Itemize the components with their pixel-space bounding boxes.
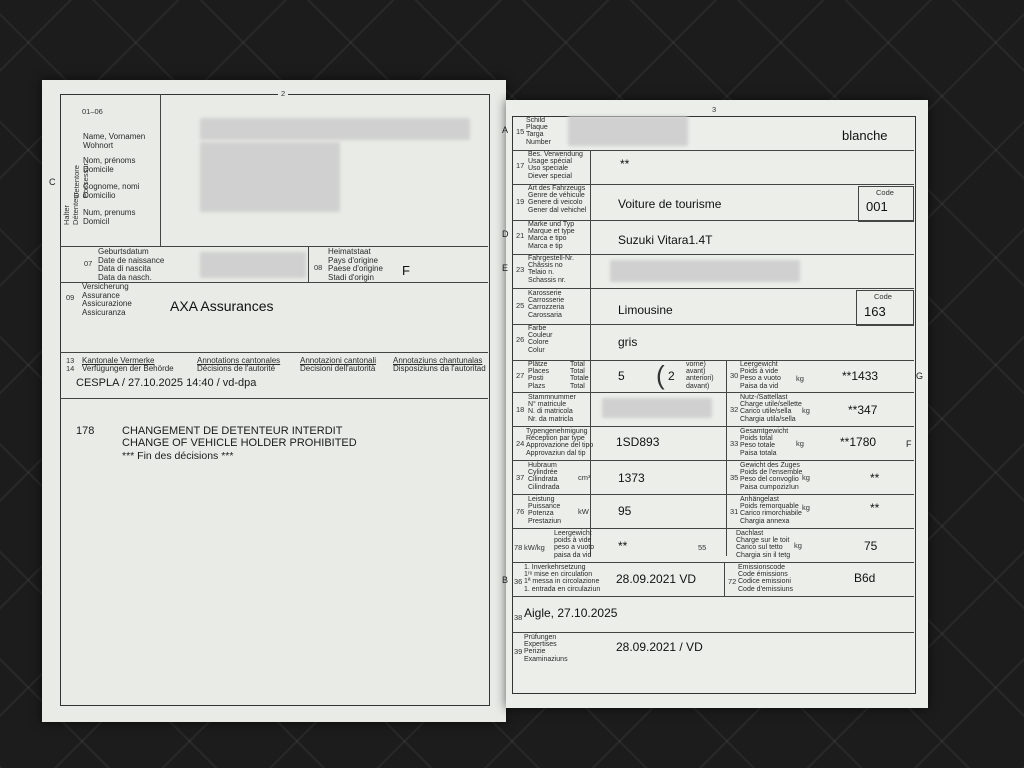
field-num-78: 78	[514, 543, 523, 552]
body-code: 163	[864, 304, 886, 319]
holder-vertical-label-2: Detentore Possessur	[72, 162, 90, 198]
holder-label-de: Name, Vornamen Wohnort	[83, 132, 146, 150]
field-num-32: 32	[730, 405, 739, 414]
section-b-mark: B	[502, 575, 509, 585]
authority-decisions-rm: Disposiziuns da l'autoritad	[393, 364, 486, 373]
divider	[512, 494, 914, 495]
field-num-23: 23	[516, 265, 525, 274]
power-label: Leistung Puissance Potenza Prestaziun	[528, 496, 562, 525]
roof-load-label: Dachlast Charge sur le toit Carico sul tetto Chargia sin il tetg	[736, 530, 791, 559]
body-value: Limousine	[618, 303, 673, 317]
roof-load-value: 75	[864, 539, 878, 553]
section-f-mark: F	[906, 439, 912, 449]
type-approval-value: 1SD893	[616, 435, 660, 449]
curb-weight-value: **1433	[842, 369, 879, 383]
field-num-36: 36	[514, 577, 523, 586]
field-num-21: 21	[516, 231, 525, 240]
field-num-30: 30	[730, 371, 739, 380]
divider	[726, 360, 727, 556]
payload-value: **347	[848, 403, 878, 417]
gross-weight-label: Gesamtgewicht Poids total Peso totale Paisa totala	[740, 428, 789, 457]
left-page	[42, 80, 509, 722]
decision-line-2: CHANGE OF VEHICLE HOLDER PROHIBITED	[122, 437, 357, 449]
color-value: gris	[618, 335, 638, 349]
field-num-39: 39	[514, 647, 523, 656]
first-registration-label: 1. Inverkehrsetzung 1ʳᵉ mise en circulation 1ª messa in circolazione 1. entrada en circulaziun	[524, 564, 601, 593]
authority-decisions-it: Decisioni dell'autorità	[300, 364, 376, 373]
birthdate-label: Geburtsdatum Date de naissance Data di nascita Data da nasch.	[98, 247, 165, 282]
redacted-birthdate	[200, 252, 306, 278]
redacted-holder-name	[200, 118, 470, 140]
decision-line-3: *** Fin des décisions ***	[122, 450, 234, 462]
divider	[308, 246, 309, 282]
displacement-label: Hubraum Cylindrée Cilindrata Cilindrada	[528, 462, 560, 491]
vehicle-type-code-label: Code	[876, 188, 894, 197]
vehicle-type-value: Voiture de tourisme	[618, 197, 722, 211]
divider	[60, 398, 488, 399]
chassis-label: Fahrgestell-Nr. Châssis no Telaio n. Schassis nr.	[528, 255, 574, 284]
insurance-value: AXA Assurances	[170, 298, 274, 314]
power-value: 95	[618, 504, 632, 518]
section-e-mark: E	[502, 263, 509, 273]
field-num-25: 25	[516, 301, 525, 310]
redacted-chassis-number	[610, 260, 800, 282]
field-num-76: 76	[516, 507, 525, 516]
type-approval-label: Typengenehmigung Réception par type Approvazione del tipo Approvaziun dal tip	[526, 428, 594, 457]
divider	[512, 288, 914, 289]
train-weight-label: Gewicht des Zuges Poids de l'ensemble Peso del convoglio Paisa cumpozizIun	[740, 462, 803, 491]
gross-weight-value: **1780	[840, 435, 877, 449]
divider	[590, 150, 591, 370]
field-num-35: 35	[730, 473, 739, 482]
field-num-17: 17	[516, 161, 525, 170]
holder-vertical-label: Halter Détenteur	[62, 192, 80, 225]
decision-line-1: CHANGEMENT DE DETENTEUR INTERDIT	[122, 425, 343, 437]
power-weight-value: **	[618, 539, 628, 553]
payload-label: Nutz-/Sattellast Charge utile/sellette Carico utile/sella Chargia utila/sella	[740, 394, 802, 423]
seats-total-label: Total Total Totale Total	[570, 361, 589, 390]
cantonal-stamp: CESPLA / 27.10.2025 14:40 / vd-dpa	[76, 377, 257, 389]
section-a-mark: A	[502, 125, 509, 135]
holder-label-fr: Nom, prénoms Domicile	[83, 156, 136, 174]
redacted-holder-address	[200, 142, 340, 212]
body-label: Karosserie Carrosserie Carrozzeria Carossaria	[528, 290, 565, 319]
power-weight-label: Leergewicht poids à vide peso a vuoto paisa da vid	[554, 530, 595, 559]
power-unit: kW	[578, 507, 589, 516]
towing-value: **	[870, 501, 880, 515]
seats-front-value: 2	[668, 369, 675, 383]
field-num-09: 09	[66, 293, 75, 302]
divider	[512, 562, 914, 563]
insurance-label: Versicherung Assurance Assicurazione Assicuranza	[82, 282, 132, 317]
divider	[160, 94, 161, 246]
seats-bracket: (	[656, 360, 665, 390]
field-num-14: 14	[66, 364, 75, 373]
redacted-plate-number	[568, 116, 688, 146]
curb-weight-label: Leergewicht Poids à vide Peso a vuoto Paisa da vid	[740, 361, 781, 390]
train-weight-value: **	[870, 471, 880, 485]
inspection-value: 28.09.2021 / VD	[616, 640, 703, 654]
curb-weight-unit: kg	[796, 374, 804, 383]
divider	[512, 392, 914, 393]
plate-label: Schild Plaque Targa Number	[526, 117, 551, 146]
inspection-label: Prüfungen Expertises Perizie Examinaziuns	[524, 634, 568, 663]
seats-label: Plätze Places Posti Plazs	[528, 361, 550, 390]
make-model-value: Suzuki Vitara1.4T	[618, 233, 713, 247]
field-num-07: 07	[84, 259, 93, 268]
origin-label: Heimatstaat Pays d'origine Paese d'origine Stadi d'origin	[328, 247, 383, 282]
seats-front-label: vorne) avant) anteriori) davant)	[686, 361, 714, 390]
towing-label: Anhängelast Poids remorquable Carico rimorchiabile Chargia annexa	[740, 496, 802, 525]
section-c-mark: C	[49, 177, 56, 187]
page-number: 3	[712, 105, 717, 114]
emission-code-value: B6d	[854, 571, 876, 585]
divider	[512, 460, 914, 461]
field-num-15: 15	[516, 127, 525, 136]
emission-code-label: Emissionscode Code émissions Codice emissioni Code d'emissiuns	[738, 564, 794, 593]
authority-decisions-de: Verfügungen der Behörde	[82, 364, 174, 373]
gross-weight-unit: kg	[796, 439, 804, 448]
page-number: 2	[278, 90, 288, 98]
cantonal-notes-it: Annotazioni cantonali	[300, 356, 377, 365]
field-num-31: 31	[730, 507, 739, 516]
section-d-mark: D	[502, 229, 509, 239]
redacted-matriculation	[602, 398, 712, 418]
first-registration-value: 28.09.2021 VD	[616, 572, 697, 586]
holder-label-it: Cognome, nomi Domicilio	[83, 182, 140, 200]
matriculation-label: Stammnummer N° matricule N. di matricola Nr. da matricla	[528, 394, 576, 423]
seats-total-value: 5	[618, 369, 625, 383]
right-page	[502, 100, 928, 708]
divider	[512, 596, 914, 597]
field-num-13: 13	[66, 356, 75, 365]
special-use-label: Bes. Verwendung Usage spécial Uso speciale Diever special	[528, 151, 583, 180]
divider	[512, 632, 914, 633]
towing-unit: kg	[802, 503, 810, 512]
field-num-37: 37	[516, 473, 525, 482]
displacement-unit: cm³	[578, 473, 591, 482]
divider	[724, 562, 725, 596]
cantonal-notes-rm: Annotaziuns chantunalas	[393, 356, 483, 365]
field-num-08: 08	[314, 263, 323, 272]
divider	[60, 352, 488, 353]
divider	[590, 360, 591, 556]
train-weight-unit: kg	[802, 473, 810, 482]
vehicle-type-label: Art des Fahrzeugs Genre de véhicule Genere di veicolo Gener dal vehichel	[528, 185, 587, 214]
field-num-24: 24	[516, 439, 525, 448]
cantonal-notes-fr: Annotations cantonales	[197, 356, 281, 365]
field-num-26: 26	[516, 335, 525, 344]
power-weight-unit: kW/kg	[524, 543, 545, 552]
divider	[512, 324, 914, 325]
cantonal-notes-de: Kantonale Vermerke	[82, 356, 155, 365]
make-model-label: Marke und Typ Marque et type Marca e tipo Marca e tip	[528, 221, 575, 250]
field-num-19: 19	[516, 197, 525, 206]
field-num-33: 33	[730, 439, 739, 448]
section-g-mark: G	[916, 371, 924, 381]
special-use-value: **	[620, 157, 630, 171]
payload-unit: kg	[802, 406, 810, 415]
color-label: Farbe Couleur Colore Colur	[528, 325, 553, 354]
holder-label-rm: Num, prenums Domicil	[83, 208, 136, 226]
field-num-38: 38	[514, 613, 523, 622]
field-num-27: 27	[516, 371, 525, 380]
field-num-18: 18	[516, 405, 525, 414]
field-num-72: 72	[728, 577, 737, 586]
origin-value: F	[402, 263, 410, 278]
divider	[512, 528, 914, 529]
authority-decisions-fr: Décisions de l'autorité	[197, 364, 276, 373]
issue-place-date: Aigle, 27.10.2025	[524, 606, 618, 620]
body-code-label: Code	[874, 292, 892, 301]
plate-color: blanche	[842, 128, 888, 143]
roof-load-unit: kg	[794, 541, 802, 550]
field-num-55: 55	[698, 543, 707, 552]
divider	[512, 426, 914, 427]
decision-code: 178	[76, 425, 95, 437]
displacement-value: 1373	[618, 471, 645, 485]
vehicle-type-code: 001	[866, 199, 888, 214]
field-num-01-06: 01–06	[82, 107, 103, 116]
